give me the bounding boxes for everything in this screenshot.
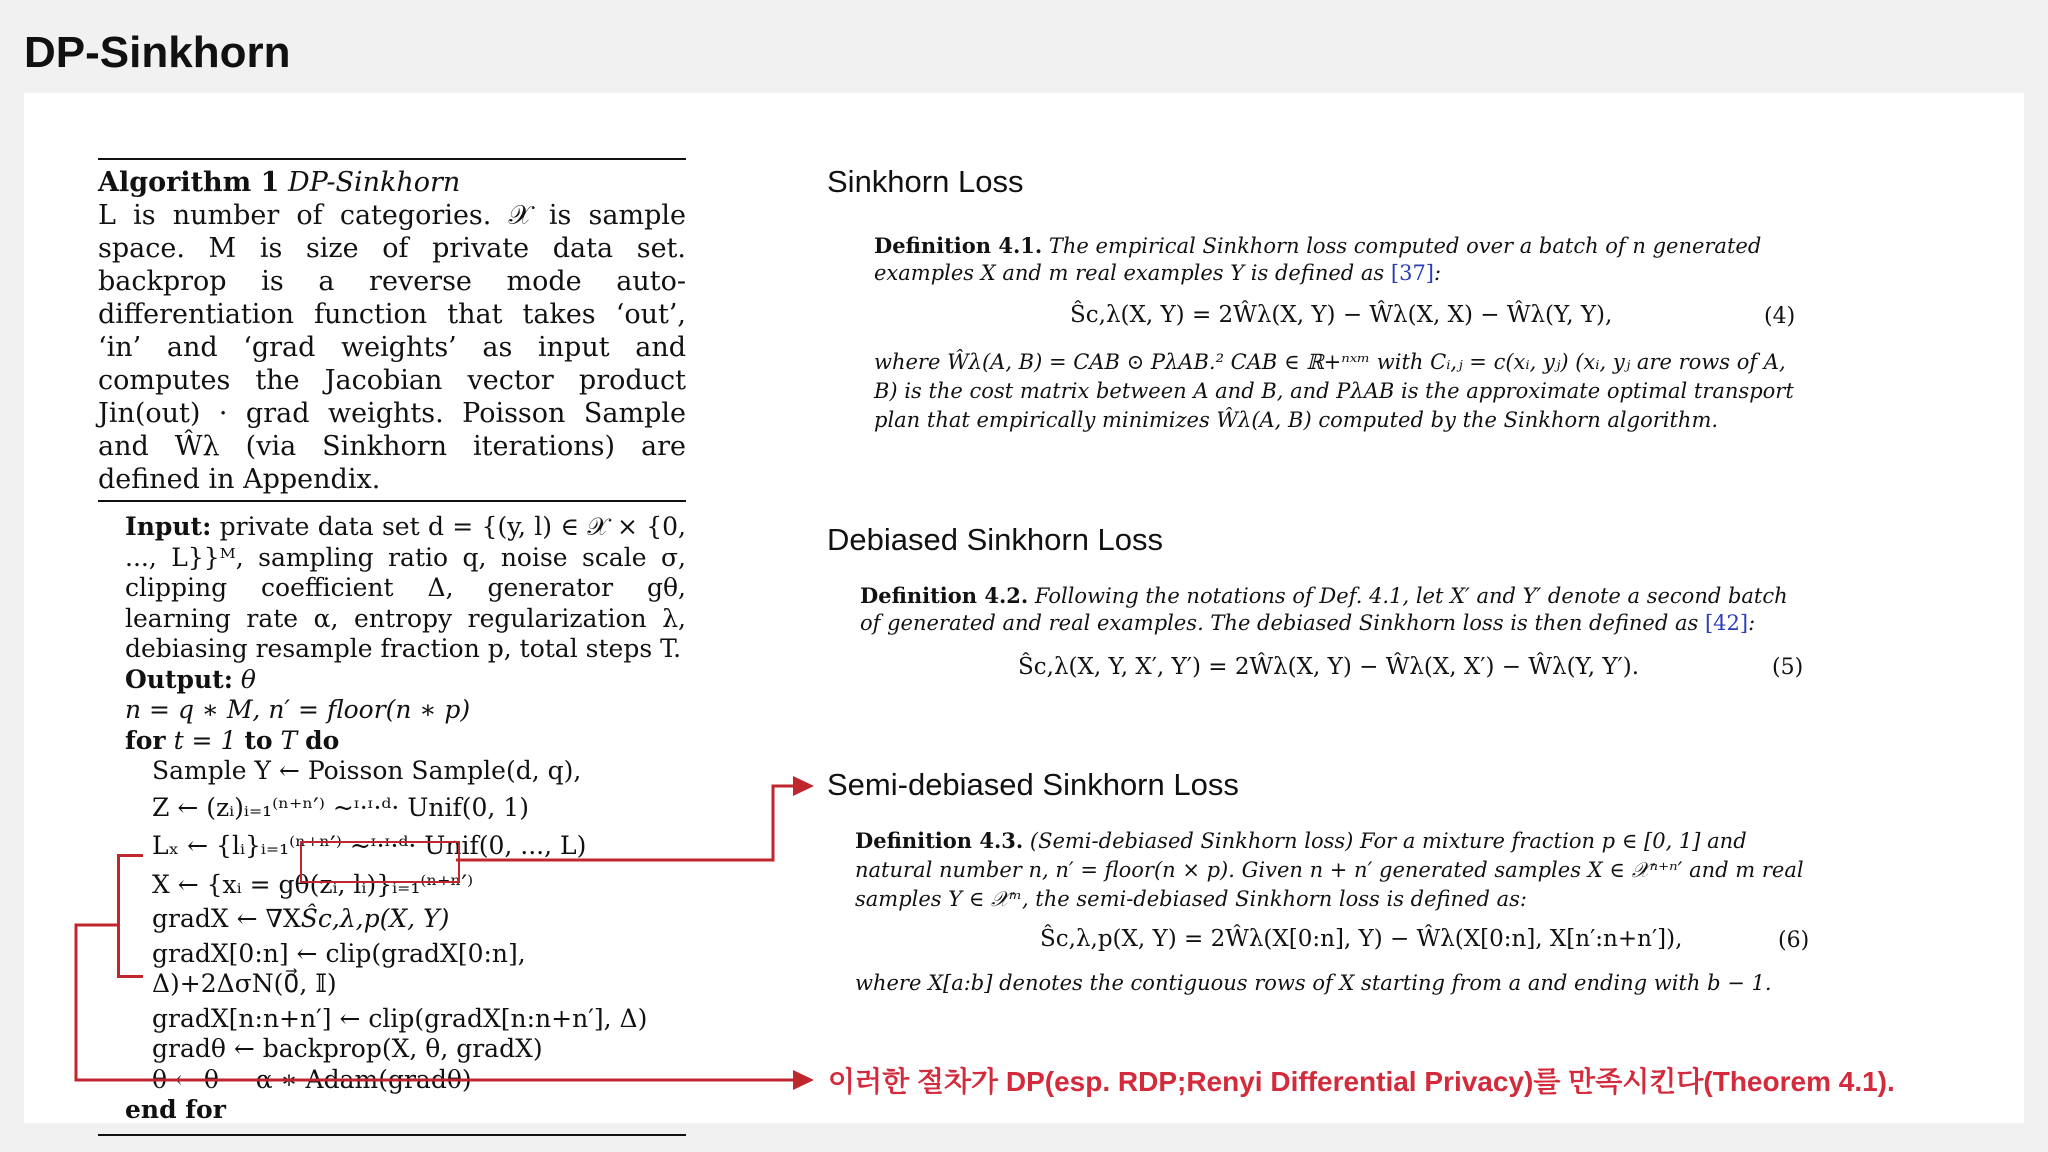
- algorithm-name: DP-Sinkhorn: [288, 167, 461, 198]
- algorithm-label: Algorithm 1: [98, 167, 280, 198]
- algorithm-step: gradθ ← backprop(X, θ, gradX): [152, 1034, 543, 1063]
- algorithm-step: gradX[0:n] ← clip(gradX[0:n], Δ)+2ΔσN(0⃗, 𝕀): [152, 938, 526, 998]
- algorithm-grad-step: gradX ← ∇XŜc,λ,p(X, Y): [152, 904, 450, 933]
- algorithm-step: Lₓ ← {lᵢ}ᵢ₌₁⁽ⁿ⁺ⁿ′⁾ ~ᶦ·ᶦ·ᵈ· Unif(0, ..., L): [152, 831, 587, 860]
- algorithm-output: Output: θ: [125, 664, 256, 694]
- citation-link[interactable]: [42]: [1704, 611, 1749, 635]
- algorithm-step: X ← {xᵢ = gθ(zᵢ, lᵢ)}ᵢ₌₁⁽ⁿ⁺ⁿ′⁾: [152, 869, 474, 899]
- arrowhead-note: [793, 1070, 814, 1090]
- highlighted-semi-debiased-loss: Ŝc,λ,p(X, Y): [300, 904, 450, 933]
- algorithm-step: Sample Y ← Poisson Sample(d, q),: [152, 756, 582, 785]
- section-heading-semi-debiased-sinkhorn-loss: Semi-debiased Sinkhorn Loss: [827, 767, 1239, 802]
- equation-5: Ŝc,λ(X, Y, X′, Y′) = 2Ŵλ(X, Y) − Ŵλ(X, X′) − Ŵλ(Y, Y′).: [1018, 654, 1640, 680]
- definition-4-3: Definition 4.3. (Semi-debiased Sinkhorn loss) For a mixture fraction p ∈ [0, 1] and natural number n, n′ = floor(n × p). Given n + n′ generated samples X ∈ 𝒳ⁿ⁺ⁿ′ and m real samples Y ∈ 𝒳ᵐ, the semi-debiased Sinkhorn loss is defined as:: [855, 828, 1804, 911]
- algorithm-loop: for t = 1 to T do: [125, 725, 340, 755]
- definition-4-1: Definition 4.1. The empirical Sinkhorn loss computed over a batch of n generated examples X and m real examples Y is defined as [37]:: [874, 233, 1762, 285]
- section-heading-sinkhorn-loss: Sinkhorn Loss: [827, 164, 1024, 199]
- algorithm-step: θ ← θ − α ∗ Adam(gradθ): [152, 1064, 472, 1094]
- section-heading-debiased-sinkhorn-loss: Debiased Sinkhorn Loss: [827, 522, 1164, 557]
- equation-number-5: (5): [1772, 655, 1804, 680]
- arrow-to-semi-debiased: [456, 786, 800, 860]
- definition-4-1-where: where Ŵλ(A, B) = CAB ⊙ PλAB.² CAB ∈ ℝ+ⁿˣᵐ with Cᵢ,ⱼ = c(xᵢ, yⱼ) (xᵢ, yⱼ are rows of A, B) is the cost matrix between A and B, and PλAB is the approximate optimal transport plan that empirically minimizes Ŵλ(A, B) computed by the Sinkhorn algorithm.: [874, 350, 1794, 432]
- equation-4: Ŝc,λ(X, Y) = 2Ŵλ(X, Y) − Ŵλ(X, X) − Ŵλ(Y, Y),: [1070, 302, 1613, 328]
- equation-number-4: (4): [1764, 304, 1796, 329]
- definition-4-3-where: where X[a:b] denotes the contiguous rows of X starting from a and ending with b − 1.: [855, 971, 1772, 995]
- algorithm-init: n = q ∗ M, n′ = floor(n ∗ p): [125, 695, 471, 724]
- citation-link[interactable]: [37]: [1390, 261, 1434, 285]
- definition-4-2: Definition 4.2. Following the notations of Def. 4.1, let X′ and Y′ denote a second batch of generated and real examples. The debiased Sinkhorn loss is then defined as [42]:: [860, 583, 1788, 635]
- equation-number-6: (6): [1778, 928, 1810, 953]
- algorithm-step: gradX[n:n+n′] ← clip(gradX[n:n+n′], Δ): [152, 1003, 648, 1033]
- arrow-to-note: [76, 925, 800, 1080]
- slide-title: DP-Sinkhorn: [24, 28, 291, 77]
- algorithm-input: Input: private data set d = {(y, l) ∈ 𝒳 × {0, ..., L}}ᴹ, sampling ratio q, noise scale σ, clipping coefficient Δ, generator gθ, learning rate α, entropy regularization λ, debiasing resample fraction p, total steps T.: [125, 512, 686, 663]
- algorithm-description: L is number of categories. 𝒳 is sample space. M is size of private data set. backprop is a reverse mode auto-differentiation function that takes ‘out’, ‘in’ and ‘grad weights’ as input and computes the Jacobian vector product Jin(out) · grad weights. Poisson Sample and Ŵλ (via Sinkhorn iterations) are defined in Appendix.: [98, 200, 686, 495]
- dp-guarantee-note: 이러한 절차가 DP(esp. RDP;Renyi Differential Privacy)를 만족시킨다(Theorem 4.1).: [828, 1066, 1895, 1097]
- algorithm-end-for: end for: [125, 1095, 226, 1124]
- algorithm-step: Z ← (zᵢ)ᵢ₌₁⁽ⁿ⁺ⁿ′⁾ ~ᶦ·ᶦ·ᵈ· Unif(0, 1): [152, 792, 529, 822]
- equation-6: Ŝc,λ,p(X, Y) = 2Ŵλ(X[0:n], Y) − Ŵλ(X[0:n], X[n′:n+n′]),: [1040, 926, 1683, 952]
- arrowhead-semi-debiased: [793, 776, 814, 796]
